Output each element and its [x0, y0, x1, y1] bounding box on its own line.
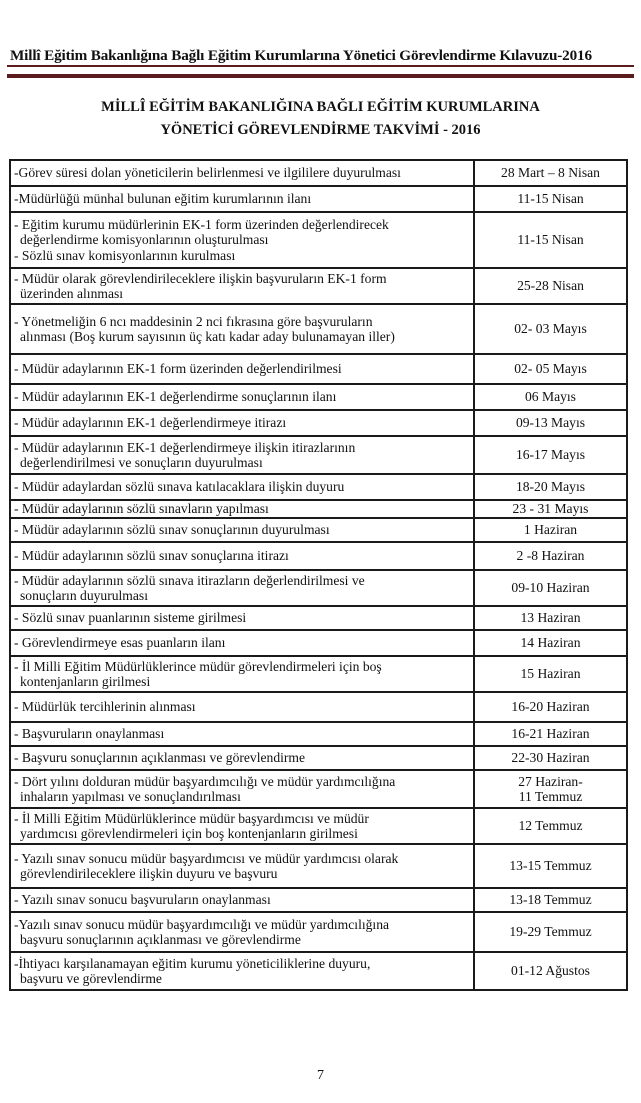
- activity-text-line: - Müdür adaylarının sözlü sınava itirazların değerlendirilmesi ve: [14, 572, 365, 588]
- date-text: 11-15 Nisan: [517, 191, 584, 207]
- date-text: 19-29 Temmuz: [509, 924, 592, 940]
- schedule-row: [10, 912, 627, 952]
- schedule-date-cell: [474, 354, 627, 384]
- date-text: 09-13 Mayıs: [515, 415, 586, 431]
- schedule-activity-cell: [10, 656, 474, 692]
- schedule-date-cell: [474, 630, 627, 656]
- schedule-date-cell: [474, 268, 627, 304]
- document-title-line-2: YÖNETİCİ GÖREVLENDİRME TAKVİMİ - 2016: [160, 122, 481, 138]
- schedule-row: [10, 770, 627, 808]
- running-header: Millî Eğitim Bakanlığına Bağlı Eğitim Kurumlarına Yönetici Görevlendirme Kılavuzu-2016: [10, 47, 592, 64]
- schedule-activity-cell: [10, 268, 474, 304]
- document-title: [0, 96, 641, 142]
- date-text: 12 Temmuz: [518, 818, 583, 834]
- schedule-activity-cell: [10, 354, 474, 384]
- header-rule-thin: [7, 65, 634, 67]
- activity-text-line: - Eğitim kurumu müdürlerinin EK-1 form üzerinden değerlendirecek: [14, 216, 389, 232]
- date-text: 02- 05 Mayıs: [514, 361, 587, 377]
- header-rule-thick: [7, 74, 634, 78]
- schedule-row: [10, 436, 627, 474]
- date-text: 11 Temmuz: [518, 789, 583, 804]
- schedule-date-cell: [474, 186, 627, 212]
- activity-text-line: - Yazılı sınav sonucu başvuruların onaylanması: [14, 892, 271, 908]
- activity-text-line: - Müdürlük tercihlerinin alınması: [14, 699, 196, 715]
- activity-text-line: alınması (Boş kurum sayısının üç katı kadar aday bulunamayan iller): [20, 329, 395, 344]
- schedule-row: [10, 656, 627, 692]
- activity-text-line: -Yazılı sınav sonucu müdür başyardımcılığı ve müdür yardımcılığına: [14, 916, 390, 932]
- activity-text-line: -İhtiyacı karşılanamayan eğitim kurumu yöneticiliklerine duyuru,: [14, 955, 371, 971]
- activity-text-line: -Görev süresi dolan yöneticilerin belirlenmesi ve ilgililere duyurulması: [14, 165, 401, 181]
- activity-text-line: - Müdür adaylarının EK-1 değerlendirmeye itirazı: [14, 415, 287, 431]
- schedule-date-cell: [474, 692, 627, 722]
- schedule-date-cell: [474, 500, 627, 518]
- activity-text-line: - Başvuruların onaylanması: [14, 726, 165, 742]
- schedule-row: [10, 692, 627, 722]
- schedule-activity-cell: [10, 630, 474, 656]
- activity-text-line: - Dört yılını dolduran müdür başyardımcılığı ve müdür yardımcılığına: [14, 773, 396, 789]
- date-text: 15 Haziran: [520, 666, 581, 682]
- activity-text-line: - Yazılı sınav sonucu müdür başyardımcısı ve müdür yardımcısı olarak: [14, 850, 399, 866]
- schedule-row: [10, 410, 627, 436]
- activity-text-line: - Müdür olarak görevlendirileceklere ilişkin başvuruların EK-1 form: [14, 270, 387, 286]
- date-text: 11-15 Nisan: [517, 232, 584, 248]
- schedule-activity-cell: [10, 542, 474, 570]
- schedule-row: [10, 630, 627, 656]
- activity-text-line: sonuçların duyurulması: [20, 588, 148, 603]
- schedule-activity-cell: [10, 722, 474, 746]
- date-text: 16-21 Haziran: [511, 726, 590, 742]
- schedule-date-cell: [474, 746, 627, 770]
- schedule-activity-cell: [10, 912, 474, 952]
- date-text: 13 Haziran: [520, 610, 581, 626]
- activity-text-line: kontenjanların girilmesi: [20, 674, 151, 689]
- schedule-table-body: [10, 160, 627, 990]
- activity-text-line: - Müdür adaylarının EK-1 form üzerinden değerlendirilmesi: [14, 361, 342, 377]
- date-text: 25-28 Nisan: [517, 278, 584, 294]
- date-text: 14 Haziran: [520, 635, 581, 651]
- schedule-date-cell: [474, 656, 627, 692]
- schedule-date-cell: [474, 304, 627, 354]
- schedule-table: [9, 159, 628, 991]
- date-text: 16-17 Mayıs: [515, 447, 586, 463]
- document-title-line-1: MİLLÎ EĞİTİM BAKANLIĞINA BAĞLI EĞİTİM KURUMLARINA: [101, 99, 540, 115]
- activity-text-line: - Müdür adaylarının sözlü sınavların yapılması: [14, 501, 269, 517]
- schedule-row: [10, 606, 627, 630]
- schedule-date-cell: [474, 212, 627, 268]
- schedule-date-cell: [474, 722, 627, 746]
- schedule-row: [10, 268, 627, 304]
- schedule-date-cell: [474, 570, 627, 606]
- activity-text-line: - Müdür adaylarının EK-1 değerlendirmeye ilişkin itirazlarının: [14, 439, 356, 455]
- schedule-date-cell: [474, 952, 627, 990]
- date-text: 01-12 Ağustos: [511, 963, 590, 979]
- schedule-row: [10, 474, 627, 500]
- schedule-activity-cell: [10, 888, 474, 912]
- schedule-activity-cell: [10, 746, 474, 770]
- activity-text-line: yardımcısı görevlendirmeleri için boş kontenjanların girilmesi: [20, 826, 358, 841]
- date-text: 09-10 Haziran: [511, 580, 590, 596]
- activity-text-line: üzerinden alınması: [20, 286, 124, 301]
- schedule-activity-cell: [10, 808, 474, 844]
- date-text: 13-15 Temmuz: [509, 858, 592, 874]
- date-text: 02- 03 Mayıs: [514, 321, 587, 337]
- schedule-row: [10, 844, 627, 888]
- schedule-row: [10, 518, 627, 542]
- schedule-activity-cell: [10, 474, 474, 500]
- schedule-date-cell: [474, 160, 627, 186]
- date-text: 27 Haziran-: [518, 773, 583, 789]
- schedule-activity-cell: [10, 212, 474, 268]
- schedule-date-cell: [474, 808, 627, 844]
- activity-text-line: - Görevlendirmeye esas puanların ilanı: [14, 635, 226, 651]
- schedule-row: [10, 722, 627, 746]
- schedule-date-cell: [474, 606, 627, 630]
- schedule-activity-cell: [10, 570, 474, 606]
- schedule-date-cell: [474, 384, 627, 410]
- date-text: 06 Mayıs: [525, 389, 576, 405]
- schedule-row: [10, 186, 627, 212]
- activity-text-line: değerlendirilmesi ve sonuçların duyurulması: [20, 455, 263, 470]
- schedule-row: [10, 952, 627, 990]
- activity-text-line: inhaların yapılması ve sonuçlandırılması: [20, 789, 241, 804]
- activity-text-line: - Müdür adaylardan sözlü sınava katılacaklara ilişkin duyuru: [14, 479, 345, 495]
- schedule-row: [10, 304, 627, 354]
- schedule-row: [10, 354, 627, 384]
- schedule-activity-cell: [10, 160, 474, 186]
- schedule-date-cell: [474, 436, 627, 474]
- activity-text-line: - Başvuru sonuçlarının açıklanması ve görevlendirme: [14, 750, 306, 766]
- schedule-row: [10, 160, 627, 186]
- schedule-date-cell: [474, 912, 627, 952]
- schedule-date-cell: [474, 542, 627, 570]
- schedule-activity-cell: [10, 304, 474, 354]
- date-text: 1 Haziran: [523, 522, 578, 538]
- date-text: 13-18 Temmuz: [509, 892, 592, 908]
- schedule-date-cell: [474, 410, 627, 436]
- schedule-activity-cell: [10, 952, 474, 990]
- schedule-activity-cell: [10, 410, 474, 436]
- schedule-activity-cell: [10, 770, 474, 808]
- activity-text-line: - Müdür adaylarının sözlü sınav sonuçlarının duyurulması: [14, 522, 330, 538]
- activity-text-line: - İl Milli Eğitim Müdürlüklerince müdür görevlendirmeleri için boş: [14, 658, 382, 674]
- schedule-row: [10, 808, 627, 844]
- schedule-row: [10, 500, 627, 518]
- schedule-activity-cell: [10, 692, 474, 722]
- schedule-date-cell: [474, 518, 627, 542]
- schedule-date-cell: [474, 844, 627, 888]
- activity-text-line: başvuru ve görevlendirme: [20, 971, 162, 986]
- activity-text-line: -Müdürlüğü münhal bulunan eğitim kurumlarının ilanı: [14, 191, 312, 207]
- date-text: 16-20 Haziran: [511, 699, 590, 715]
- date-text: 23 - 31 Mayıs: [512, 501, 589, 517]
- schedule-activity-cell: [10, 436, 474, 474]
- schedule-activity-cell: [10, 384, 474, 410]
- date-text: 2 -8 Haziran: [516, 548, 585, 564]
- schedule-date-cell: [474, 888, 627, 912]
- schedule-row: [10, 746, 627, 770]
- activity-text-line: değerlendirme komisyonlarının oluşturulması: [20, 232, 269, 248]
- schedule-date-cell: [474, 474, 627, 500]
- activity-text-line: görevlendirileceklere ilişkin duyuru ve başvuru: [20, 866, 278, 881]
- schedule-row: [10, 384, 627, 410]
- schedule-activity-cell: [10, 606, 474, 630]
- schedule-row: [10, 570, 627, 606]
- activity-text-line: - Sözlü sınav puanlarının sisteme girilmesi: [14, 610, 247, 626]
- activity-text-line: - Sözlü sınav komisyonlarının kurulması: [14, 247, 236, 263]
- schedule-row: [10, 542, 627, 570]
- schedule-activity-cell: [10, 518, 474, 542]
- date-text: 28 Mart – 8 Nisan: [501, 165, 600, 181]
- schedule-activity-cell: [10, 844, 474, 888]
- activity-text-line: - Müdür adaylarının sözlü sınav sonuçlarına itirazı: [14, 548, 289, 564]
- activity-text-line: - Müdür adaylarının EK-1 değerlendirme sonuçlarının ilanı: [14, 389, 337, 405]
- schedule-date-cell: [474, 770, 627, 808]
- schedule-row: [10, 888, 627, 912]
- activity-text-line: başvuru sonuçlarının açıklanması ve görevlendirme: [20, 932, 301, 947]
- page-number: 7: [317, 1068, 324, 1083]
- schedule-activity-cell: [10, 186, 474, 212]
- schedule-activity-cell: [10, 500, 474, 518]
- activity-text-line: - Yönetmeliğin 6 ncı maddesinin 2 nci fıkrasına göre başvuruların: [14, 313, 373, 329]
- date-text: 22-30 Haziran: [511, 750, 590, 766]
- schedule-row: [10, 212, 627, 268]
- date-text: 18-20 Mayıs: [515, 479, 586, 495]
- activity-text-line: - İl Milli Eğitim Müdürlüklerince müdür başyardımcısı ve müdür: [14, 810, 369, 826]
